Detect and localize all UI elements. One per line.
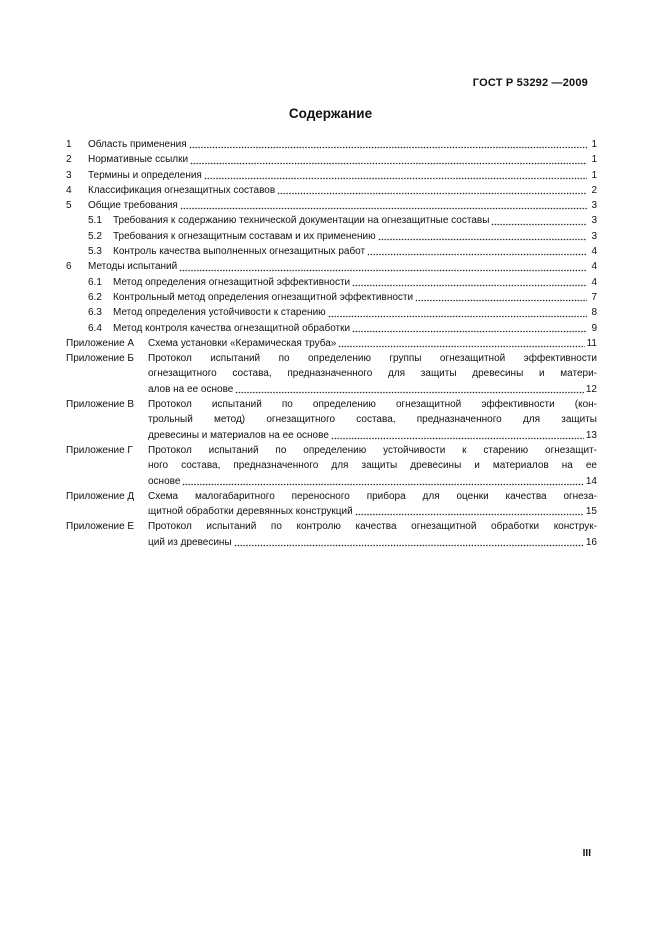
toc-entry-title: Термины и определения [88,169,202,181]
document-standard-number: ГОСТ Р 53292 —2009 [472,77,588,89]
toc-entry-number: 1 [66,139,72,150]
dot-leader [367,246,587,256]
toc-appendix-g[interactable] [66,443,597,489]
toc-entry-number: 5.3 [88,246,102,258]
toc-entry-page: 1 [591,169,597,181]
toc-entry-page: 13 [585,429,597,441]
toc-entry-number: 6.4 [88,322,102,334]
toc-entry-page: 2 [591,184,597,196]
toc-entry-title: Метод контроля качества огнезащитной обработки [113,322,351,334]
toc-entry-number: 4 [66,184,72,196]
dot-leader [204,170,587,180]
appendix-title-line: Схема малогабаритного переносного прибора для оценки качества огнеза- [148,490,597,502]
appendix-label: Приложение Б [66,353,134,365]
toc-entry-6-1[interactable] [66,275,597,290]
toc-appendix-e[interactable] [66,519,597,550]
appendix-label: Приложение Е [66,521,135,533]
dot-leader [378,231,587,241]
toc-entry-page: 3 [591,200,597,212]
toc-entry-number: 3 [66,169,72,181]
toc-appendix-d[interactable] [66,489,597,520]
dot-leader [415,292,587,302]
toc-entry-page: 4 [591,261,597,273]
toc-entry-title: Контрольный метод определения огнезащитной эффективности [113,291,414,303]
dot-leader [190,155,587,165]
appendix-title: Схема установки «Керамическая труба» [148,337,337,349]
appendix-title-line: ций из древесины [148,536,232,548]
toc-entry-title: Требования к содержанию технической документации на огнезащитные составы [113,215,490,227]
toc-entry-number: 6.3 [88,307,102,319]
toc-entry-title: Общие требования [88,200,178,212]
toc-entry-title: Классификация огнезащитных составов [88,184,276,196]
toc-entry-title: Метод определения устойчивости к старению [113,307,326,319]
appendix-title-line: Протокол испытаний по определению устойчивости к старению огнезащит- [148,444,597,456]
toc-entry-title: Контроль качества выполненных огнезащитных работ [113,246,366,258]
toc-entry-number: 2 [66,154,72,166]
dot-leader [277,185,587,195]
toc-appendix-b[interactable] [66,351,597,397]
toc-entry-page: 12 [585,383,597,395]
toc-entry-page: 16 [585,536,597,548]
toc-entry-page: 3 [591,215,597,227]
appendix-label: Приложение Д [66,490,135,502]
dot-leader [189,139,587,149]
toc-entry-title: Область применения [88,139,187,150]
dot-leader [355,506,584,516]
toc-entry-page: 4 [591,246,597,258]
dot-leader [235,384,584,394]
appendix-title-line: Протокол испытаний по определению группы огнезащитной эффективности [148,353,597,365]
dot-leader [338,338,584,348]
toc-entry-4[interactable] [66,183,597,198]
page-number: III [582,848,591,859]
appendix-title-line: древесины и материалов на ее основе [148,429,329,441]
toc-entry-page: 7 [591,291,597,303]
toc-entry-page: 3 [591,230,597,242]
toc-entry-page: 4 [591,276,597,288]
toc-entry-2[interactable] [66,152,597,167]
appendix-title-line: трольный метод) огнезащитного состава, предназначенного для защиты [148,414,597,426]
toc-entry-3[interactable] [66,168,597,183]
dot-leader [491,216,587,226]
toc-entry-page: 15 [585,506,597,518]
toc-entry-page: 9 [591,322,597,334]
toc-entry-title: Метод определения огнезащитной эффективности [113,276,351,288]
appendix-label: Приложение Г [66,444,133,456]
toc-entry-number: 6.1 [88,276,102,288]
appendix-title-line: основе [148,475,181,487]
toc-entry-number: 5.2 [88,230,102,242]
toc-entry-5-3[interactable] [66,244,597,259]
appendix-label: Приложение А [66,337,135,349]
dot-leader [179,262,587,272]
appendix-title-line: ного состава, предназначенного для защиты древесины и материалов на ее [148,460,597,472]
toc-entry-title: Требования к огнезащитным составам и их применению [113,230,376,242]
appendix-title-line: алов на ее основе [148,383,234,395]
toc-entry-page: 1 [591,154,597,166]
toc-entry-6[interactable] [66,259,597,274]
toc-entry-5-1[interactable] [66,213,597,228]
appendix-title-line: огнезащитного состава, предназначенного для защиты древесины и матери- [148,368,597,380]
appendix-title-line: щитной обработки деревянных конструкций [148,506,353,518]
dot-leader [352,323,587,333]
appendix-label: Приложение В [66,399,135,411]
dot-leader [182,476,583,486]
dot-leader [180,200,587,210]
toc-appendix-v[interactable] [66,397,597,443]
dot-leader [331,430,584,440]
toc-entry-6-4[interactable] [66,321,597,336]
toc-entry-1[interactable] [66,137,597,152]
dot-leader [234,537,584,547]
toc-entry-page: 1 [591,139,597,150]
dot-leader [328,308,587,318]
table-of-contents [66,137,597,550]
appendix-title-line: Протокол испытаний по контролю качества огнезащитной обработки конструк- [148,521,597,533]
toc-entry-number: 6.2 [88,291,102,303]
page-title: Содержание [288,106,373,121]
toc-appendix-a[interactable] [66,336,597,351]
toc-entry-title: Методы испытаний [88,261,178,273]
toc-entry-number: 5 [66,200,72,212]
toc-entry-5[interactable] [66,198,597,213]
toc-entry-6-2[interactable] [66,290,597,305]
toc-entry-5-2[interactable] [66,229,597,244]
toc-entry-page: 11 [586,337,597,349]
toc-entry-number: 5.1 [88,215,102,227]
appendix-title-line: Протокол испытаний по определению огнезащитной эффективности (кон- [148,399,597,411]
toc-entry-6-3[interactable] [66,305,597,320]
toc-entry-page: 8 [591,307,597,319]
toc-entry-page: 14 [585,475,597,487]
dot-leader [352,277,587,287]
toc-entry-title: Нормативные ссылки [88,154,189,166]
toc-entry-number: 6 [66,261,72,273]
